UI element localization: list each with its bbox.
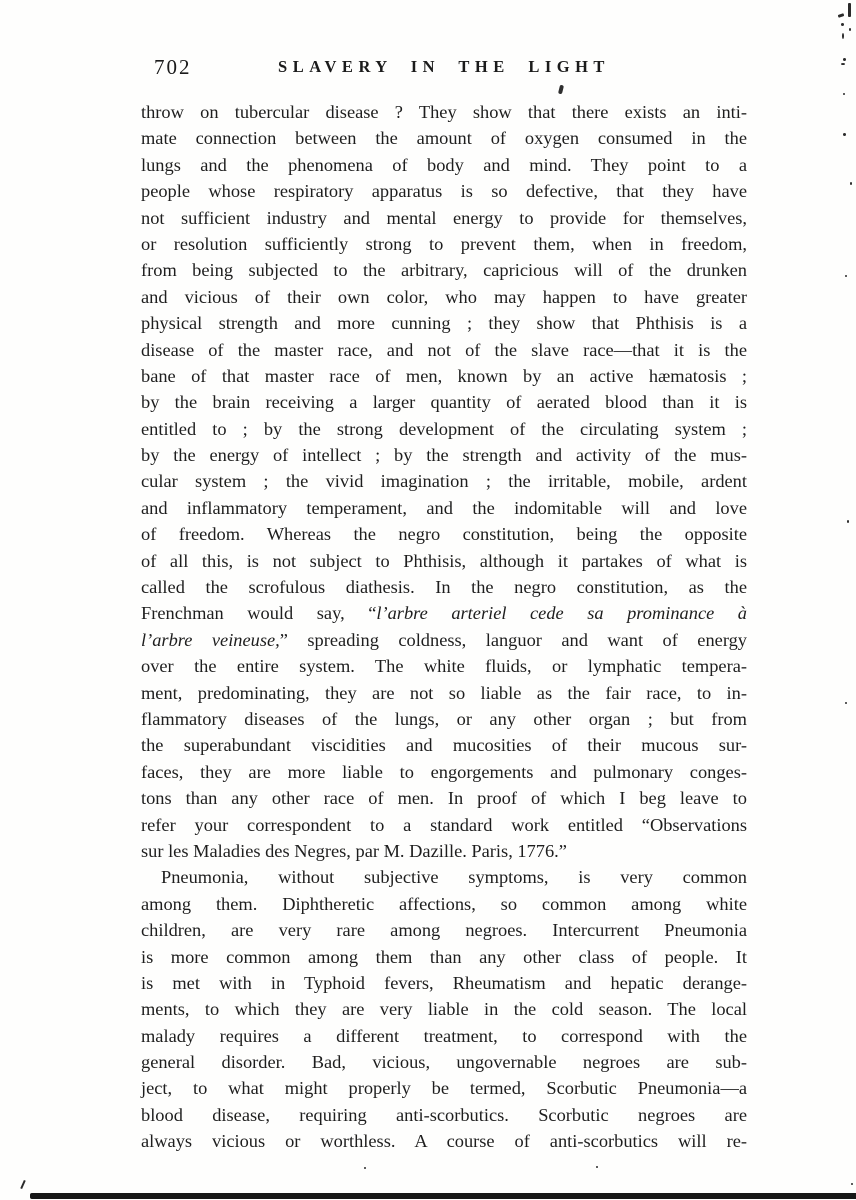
text-line: of all this, is not subject to Phthisis, although it partakes of what is [141,550,747,571]
scan-speck [845,702,847,704]
text-line: not sufficient industry and mental energy to provide for themselves, [141,207,747,228]
text-line: by the energy of intellect ; by the strength and activity of the mus- [141,445,747,466]
text-line: ments, to which they are very liable in the cold season. The local [141,999,747,1020]
text-line: throw on tubercular disease ? They show that there exists an inti- [141,102,747,122]
text-line: tons than any other race of men. In proof of which I beg leave to [141,788,747,809]
text-line: from being subjected to the arbitrary, capricious will of the drunken [141,260,747,281]
scan-speck [843,58,846,61]
scan-speck [838,13,845,18]
scan-speck [848,3,851,17]
italic-phrase: l’arbre veineuse, [141,629,280,650]
text-line: bane of that master race of men, known by an active hæmatosis ; [141,365,747,386]
text-line: ment, predominating, they are not so liable as the fair race, to in- [141,682,747,703]
text-line: always vicious or worthless. A course of anti-scorbutics will re- [141,1131,747,1152]
text-line: ject, to what might properly be termed, Scorbutic Pneumonia—a [141,1078,747,1099]
text-line: flammatory diseases of the lungs, or any other organ ; but from [141,708,747,729]
text-line: of freedom. Whereas the negro constitution, being the opposite [141,524,747,545]
text-line: is met with in Typhoid fevers, Rheumatism and hepatic derange- [141,972,747,993]
text-line: lungs and the phenomena of body and mind. They point to a [141,154,747,175]
text-line: called the scrofulous diathesis. In the negro constitution, as the [141,577,747,598]
text-line: and inflammatory temperament, and the indomitable will and love [141,497,747,518]
text-line: over the entire system. The white fluids, or lymphatic tempera- [141,656,747,677]
scan-speck [843,93,845,95]
page-number: 702 [154,55,192,79]
paragraph [141,864,747,1154]
scan-speck [851,1183,853,1185]
scan-speck [843,133,846,136]
paragraph [141,99,747,864]
running-title: SLAVERY IN THE LIGHT [278,57,610,76]
scan-artifact-comma [558,85,564,95]
text-line: disease of the master race, and not of the slave race—that it is the [141,339,747,360]
text-line [141,627,747,653]
scan-speck [845,275,847,277]
text-line: mate connection between the amount of oxygen consumed in the [141,128,747,149]
scan-speck [841,23,844,26]
scan-artifact-slash [20,1180,25,1189]
text-line: and vicious of their own color, who may happen to have greater [141,286,747,307]
body-text [141,99,747,1155]
text-line: is more common among them than any other class of people. It [141,946,747,967]
scan-speck [364,1167,366,1169]
text-line: faces, they are more liable to engorgements and pulmonary conges- [141,761,747,782]
text-line: cular system ; the vivid imagination ; the irritable, mobile, ardent [141,471,747,492]
text-line: sur les Maladies des Negres, par M. Dazille. Paris, 1776.” [141,840,567,861]
scan-speck [841,63,845,65]
text-line: physical strength and more cunning ; they show that Phthisis is a [141,313,747,334]
text-line: blood disease, requiring anti-scorbutics. Scorbutic negroes are [141,1104,747,1125]
text-line: malady requires a different treatment, to correspond with the [141,1025,747,1046]
scan-speck [847,520,849,523]
scan-speck [850,182,852,185]
text-line: entitled to ; by the strong development of the circulating system ; [141,418,747,439]
text-line: the superabundant viscidities and mucosities of their mucous sur- [141,735,747,756]
text-line: general disorder. Bad, vicious, ungovernable negroes are sub- [141,1052,747,1073]
text-line: people whose respiratory apparatus is so defective, that they have [141,181,747,202]
text-line: Pneumonia, without subjective symptoms, is very common [161,867,747,888]
italic-phrase: l’arbre arteriel cede sa prominance à [376,603,747,624]
text-line: children, are very rare among negroes. Intercurrent Pneumonia [141,920,747,941]
scan-speck [849,28,851,31]
text-line: among them. Diphtheretic affections, so common among white [141,893,747,914]
text-segment: Frenchman would say, “ [141,603,377,624]
text-line: or resolution sufficiently strong to prevent them, when in freedom, [141,233,747,254]
scan-edge-bar [30,1193,856,1199]
text-line [141,600,747,626]
text-segment: ” spreading coldness, languor and want of energy [279,629,748,650]
text-line: by the brain receiving a larger quantity of aerated blood than it is [141,392,747,413]
scan-speck [596,1166,598,1168]
text-line: refer your correspondent to a standard work entitled “Observations [141,814,747,835]
scan-speck [842,33,844,39]
